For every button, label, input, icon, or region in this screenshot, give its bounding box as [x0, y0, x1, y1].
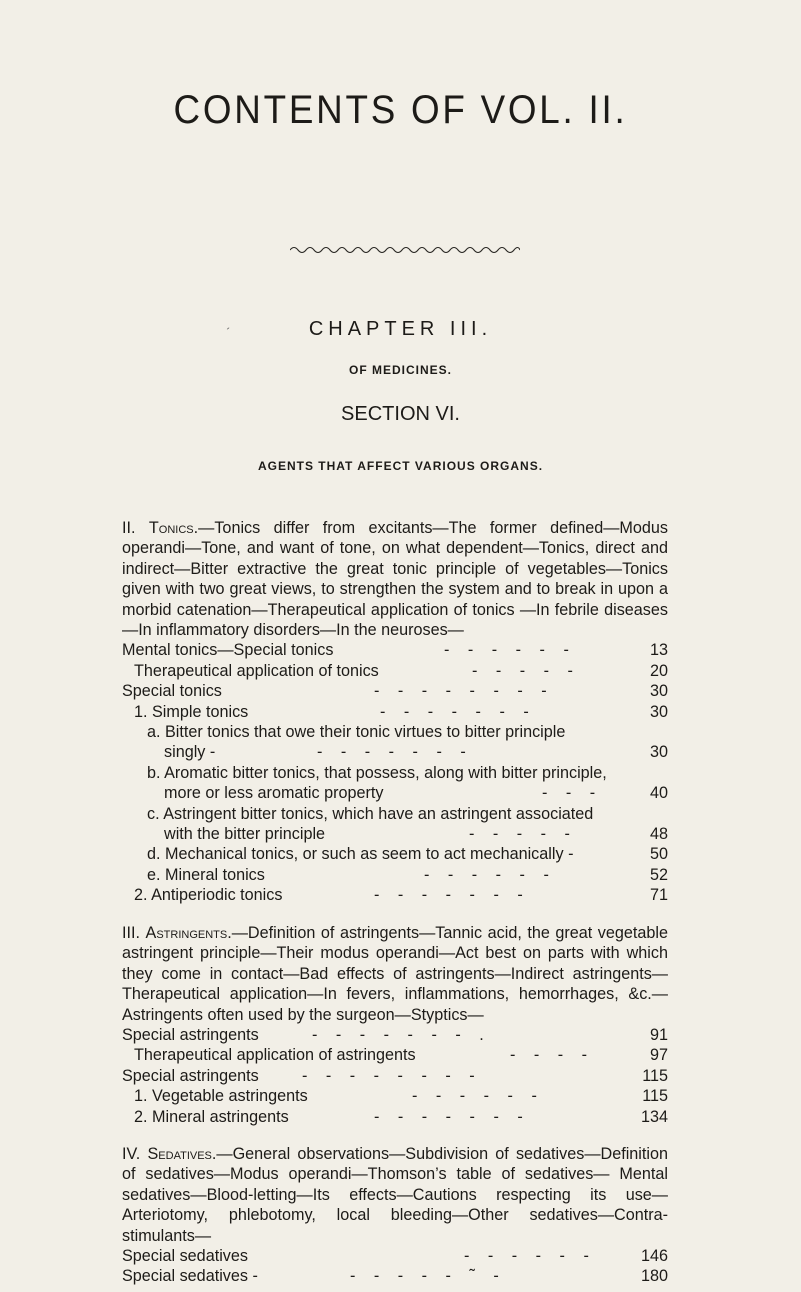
leader-dots: - - - - -	[469, 824, 570, 843]
entry-label: 1. Simple tonics	[134, 702, 249, 721]
leader-dots: - - -	[542, 784, 596, 803]
page-number: 180	[640, 1267, 668, 1286]
page-title: CONTENTS OF VOL. II.	[173, 88, 628, 132]
page-number: 52	[649, 865, 668, 884]
toc-entry	[122, 1066, 668, 1086]
toc-entry	[122, 681, 668, 701]
toc-entry	[122, 763, 668, 783]
tonics-intro-text: —Tonics differ from excitants—The former defined—Modus operandi—Tone, and want of tone, on what dependent—Tonics, direct and indirect—Bitter extractive the great tonic principle of vegetables—Tonics given with two great views, to strengthen the system and to break in upon a morbid catenation—Therapeutical application of tonics —In febrile diseases—In inflammatory disorders—In the neuroses—	[122, 519, 668, 640]
toc-entry	[122, 640, 668, 660]
leader-dots: - - - - - - - -	[374, 682, 547, 701]
sedatives-heading: Sedatives.	[147, 1145, 217, 1163]
page-number: 13	[649, 641, 668, 660]
entry-label: d. Mechanical tonics, or such as seem to act mechanically -	[147, 845, 574, 864]
entry-label: Mental tonics—Special tonics	[122, 641, 334, 660]
sedatives-block	[122, 1144, 668, 1287]
entry-label: b. Aromatic bitter tonics, that possess, along with bitter principle,	[147, 763, 607, 782]
tonics-heading: Tonics.	[148, 519, 199, 537]
entry-label: Special tonics	[122, 682, 222, 701]
toc-entry	[122, 1266, 668, 1286]
entry-label: a. Bitter tonics that owe their tonic virtues to bitter principle	[147, 723, 566, 741]
tonics-block	[122, 518, 668, 906]
print-mark: ´	[226, 325, 230, 339]
entry-label: Special astringents	[122, 1026, 259, 1045]
page-number: 48	[649, 824, 668, 843]
entry-label: Special sedatives -	[122, 1267, 258, 1286]
sedatives-intro	[122, 1144, 668, 1246]
section-heading: SECTION VI.	[341, 403, 460, 425]
toc-entry	[122, 702, 668, 722]
leader-dots: - - - - - - -	[374, 886, 523, 905]
toc-entry	[122, 844, 668, 864]
astringents-block	[122, 923, 668, 1127]
leader-dots: - - - - - -	[424, 865, 549, 884]
toc-entry	[122, 885, 668, 905]
entry-label: Special astringents	[122, 1066, 259, 1085]
toc-entry-continued	[122, 742, 668, 762]
entry-label: 2. Antiperiodic tonics	[134, 886, 283, 905]
entry-label: Therapeutical application of tonics	[134, 661, 379, 680]
page-number: 30	[649, 702, 668, 721]
toc-entry	[122, 1107, 668, 1127]
chapter-heading: CHAPTER III.	[308, 318, 493, 340]
toc-entry	[122, 1025, 668, 1045]
leader-dots: - - - -	[510, 1046, 588, 1065]
leader-dots: - - - - - - -	[317, 743, 466, 762]
toc-entry	[122, 1045, 668, 1065]
page-number: 97	[649, 1046, 668, 1065]
leader-dots: - - - - - -	[444, 641, 569, 660]
toc-entry	[122, 865, 668, 885]
toc-entry-continued	[122, 824, 668, 844]
leader-dots: - - - - - ˜ -	[350, 1267, 499, 1286]
entry-label: e. Mineral tonics	[147, 865, 265, 884]
page-number: 50	[649, 845, 668, 864]
tonics-numeral: II.	[122, 519, 136, 537]
page-number: 20	[649, 661, 668, 680]
leader-dots: - - - - -	[472, 661, 573, 680]
page-number: 134	[640, 1107, 668, 1126]
page-number: 30	[649, 743, 668, 762]
entry-label: 2. Mineral astringents	[134, 1107, 289, 1126]
entry-label-continued: singly -	[164, 743, 216, 762]
page-number: 146	[640, 1247, 668, 1266]
astringents-numeral: III.	[122, 924, 140, 942]
leader-dots: - - - - - -	[464, 1247, 589, 1266]
entry-label: Special sedatives	[122, 1247, 248, 1266]
page-number: 30	[649, 682, 668, 701]
astringents-intro	[122, 923, 668, 1025]
entry-label-continued: more or less aromatic property	[164, 784, 384, 803]
leader-dots: - - - - - - - .	[312, 1026, 484, 1045]
page-number: 71	[649, 886, 668, 905]
sedatives-intro-text: —General observations—Subdivision of sedatives—Definition of sedatives—Modus operandi—Thomson’s table of sedatives— Mental sedatives—Blood-letting—Its effects—Cautions respecting its use—Arteriotomy, phlebotomy, local bleeding—Other sedatives—Contra-stimulants—	[122, 1145, 669, 1245]
entry-label: Therapeutical application of astringents	[134, 1046, 416, 1065]
page-number: 40	[649, 784, 668, 803]
astringents-heading: Astringents.	[145, 924, 232, 942]
leader-dots: - - - - - -	[412, 1087, 537, 1106]
chapter-subtitle: OF MEDICINES.	[348, 363, 452, 377]
entry-label-continued: with the bitter principle	[164, 824, 326, 843]
toc-entry	[122, 1246, 668, 1266]
page-number: 91	[649, 1026, 668, 1045]
entry-label: 1. Vegetable astringents	[134, 1087, 308, 1106]
toc-entry	[122, 722, 668, 742]
leader-dots: - - - - - - -	[380, 702, 529, 721]
wavy-rule-ornament	[290, 244, 520, 256]
toc-entry-continued	[122, 783, 668, 803]
leader-dots: - - - - - - - -	[302, 1066, 475, 1085]
toc-entry	[122, 804, 668, 824]
toc-entry	[122, 661, 668, 681]
section-subtitle: AGENTS THAT AFFECT VARIOUS ORGANS.	[257, 459, 544, 473]
sedatives-numeral: IV.	[122, 1145, 141, 1163]
page-number: 115	[642, 1066, 668, 1085]
toc-entry	[122, 1086, 668, 1106]
leader-dots: - - - - - - -	[374, 1107, 523, 1126]
entry-label: c. Astringent bitter tonics, which have an astringent associated	[147, 804, 594, 823]
page-number: 115	[642, 1087, 668, 1106]
astringents-intro-text: —Definition of astringents—Tannic acid, the great vegetable astringent principle—Their modus operandi—Act best on parts with which they come in contact—Bad effects of astringents—Indirect astringents—Therapeutical application—In fevers, inflammations, hemorrhages, &c.—Astringents often used by the surgeon—Styptics—	[122, 924, 668, 1024]
tonics-intro	[122, 518, 668, 640]
